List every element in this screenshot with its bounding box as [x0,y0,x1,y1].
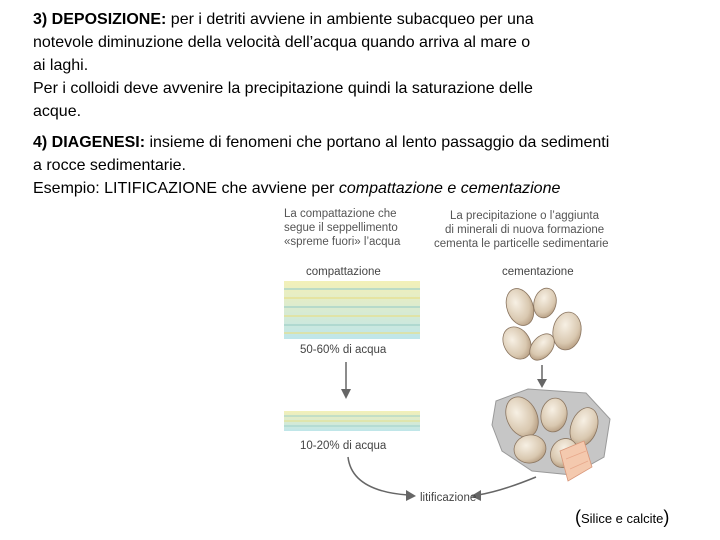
section-deposizione [33,8,633,123]
cementazione-title: cementazione [502,266,574,278]
arrow-icon [348,457,408,495]
deposizione-text: notevole diminuzione della velocità dell’acqua quando arriva al mare o [33,34,531,51]
uncompacted-sediment [284,281,420,339]
diagenesi-text: Esempio: LITIFICAZIONE che avviene per [33,180,339,197]
figure-illustration [270,205,700,535]
arrow-head-icon [406,490,416,501]
arrow-down-icon [537,365,547,388]
right-desc-line: di minerali di nuova formazione [445,224,605,236]
cemented-grains [492,389,610,481]
deposizione-text: acque. [33,103,82,120]
compattazione-title: compattazione [306,266,381,278]
arrow-down-icon [341,362,351,399]
water-content-low: 10-20% di acqua [300,440,387,452]
section-diagenesi [33,131,703,200]
caption-text: Silice e calcite [581,511,664,526]
left-desc-line: segue il seppellimento [284,222,398,234]
water-content-high: 50-60% di acqua [300,344,387,356]
arrow-icon [478,477,536,495]
caption-close-paren: ) [663,507,670,527]
right-desc-line: La precipitazione o l’aggiunta [450,210,599,222]
deposizione-text: ai laghi. [33,57,89,74]
compacted-sediment [284,411,420,431]
diagenesi-text: insieme di fenomeni che portano al lento passaggio da sedimenti [145,134,610,151]
left-desc-line: La compattazione che [284,208,397,220]
deposizione-text: per i detriti avviene in ambiente subacqueo per una [166,11,534,28]
deposizione-heading: 3) DEPOSIZIONE: [33,11,167,28]
right-desc-line: cementa le particelle sedimentarie [434,238,609,250]
deposizione-text: Per i colloidi deve avvenire la precipitazione quindi la saturazione delle [33,80,533,97]
diagenesi-heading: 4) DIAGENESI: [33,134,146,151]
diagenesi-text: a rocce sedimentarie. [33,157,186,174]
litificazione-label: litificazione [420,492,477,504]
figure-caption [575,507,669,528]
diagenesi-italic: compattazione e cementazione [338,180,561,197]
loose-grains [497,285,584,365]
left-desc-line: «spreme fuori» l’acqua [284,236,401,248]
caption-open-paren: ( [575,507,581,527]
litificazione-figure [270,205,700,535]
